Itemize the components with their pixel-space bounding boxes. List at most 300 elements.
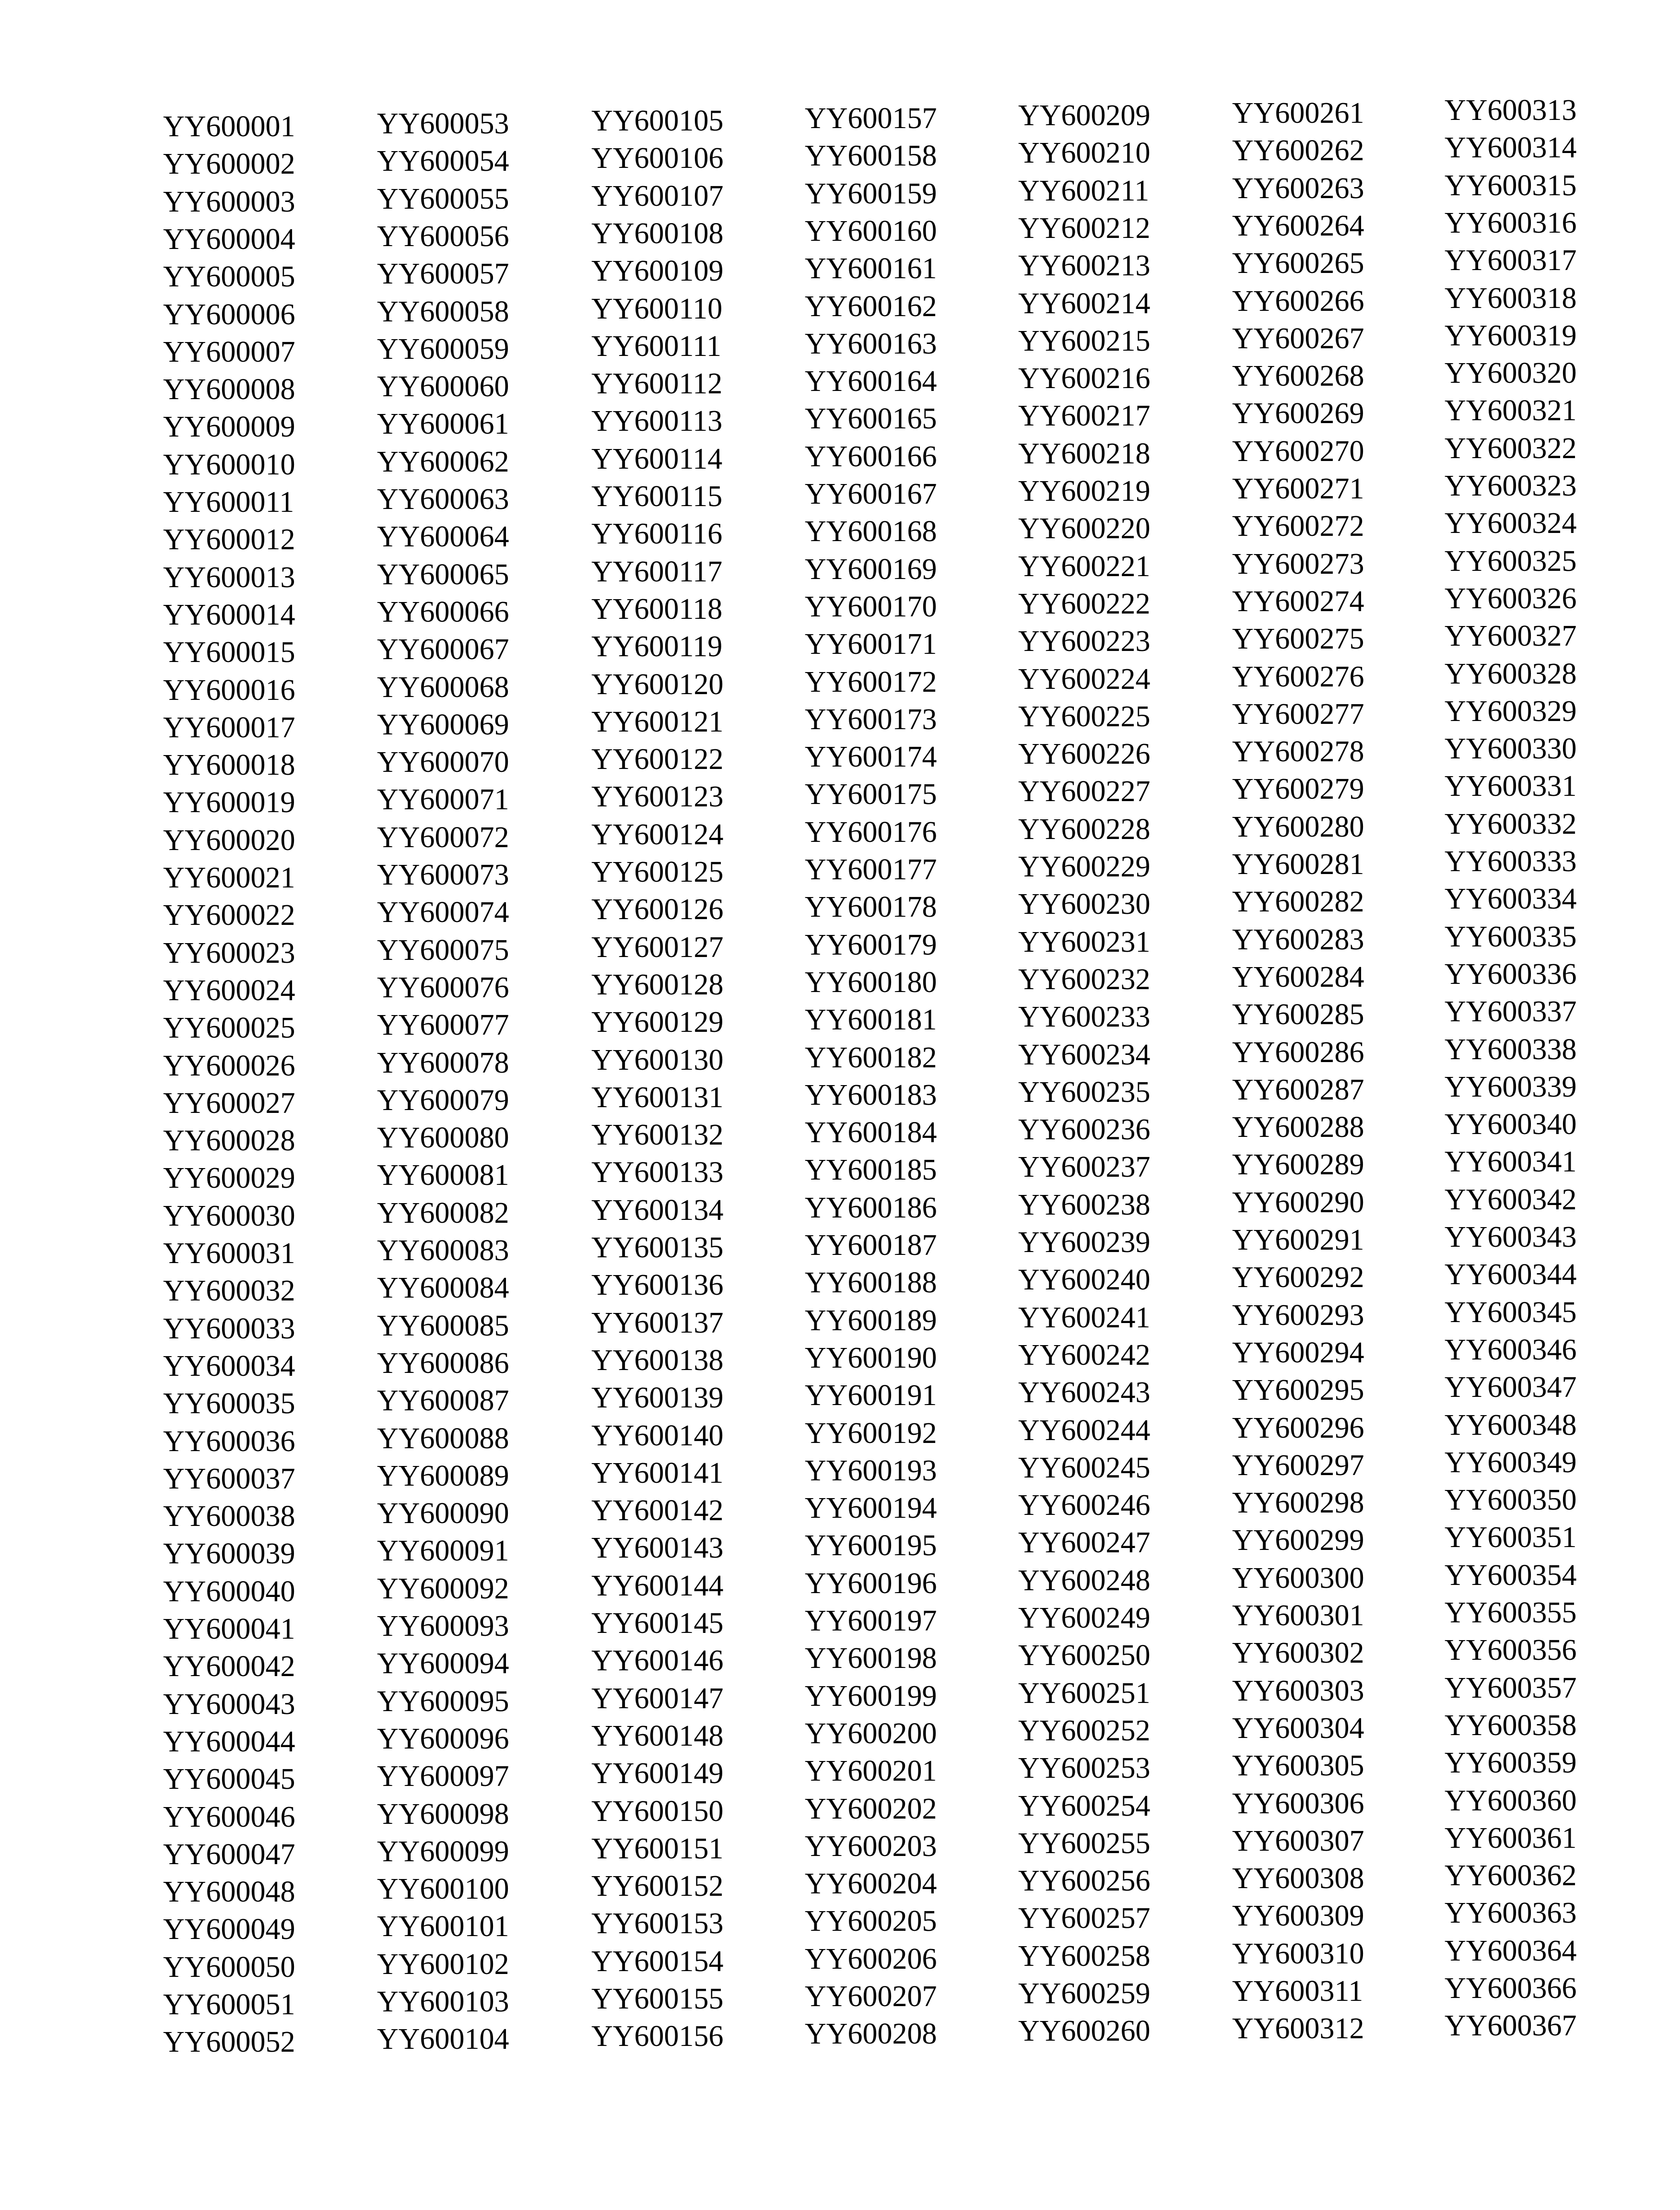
id-entry: YY600328 xyxy=(1445,658,1577,690)
id-entry: YY600155 xyxy=(591,1983,724,2015)
id-entry: YY600189 xyxy=(805,1304,937,1337)
id-entry: YY600101 xyxy=(377,1910,509,1943)
id-entry: YY600113 xyxy=(591,405,723,437)
id-entry: YY600170 xyxy=(805,591,937,623)
id-entry: YY600260 xyxy=(1018,2015,1151,2047)
id-entry: YY600154 xyxy=(591,1945,724,1978)
id-entry: YY600223 xyxy=(1018,625,1151,658)
id-entry: YY600213 xyxy=(1018,249,1151,282)
id-entry: YY600006 xyxy=(163,298,295,331)
id-entry: YY600179 xyxy=(805,929,937,961)
id-entry: YY600056 xyxy=(377,220,509,253)
id-entry: YY600146 xyxy=(591,1644,724,1677)
id-entry: YY600238 xyxy=(1018,1189,1151,1221)
id-entry: YY600031 xyxy=(163,1237,295,1270)
id-entry: YY600100 xyxy=(377,1873,509,1905)
id-entry: YY600127 xyxy=(591,931,724,964)
id-entry: YY600051 xyxy=(163,1988,295,2021)
id-entry: YY600263 xyxy=(1232,172,1364,205)
id-entry: YY600241 xyxy=(1018,1301,1151,1334)
id-entry: YY600145 xyxy=(591,1607,724,1640)
id-entry: YY600240 xyxy=(1018,1264,1151,1296)
id-entry: YY600027 xyxy=(163,1087,295,1120)
id-entry: YY600276 xyxy=(1232,661,1364,693)
id-entry: YY600080 xyxy=(377,1122,509,1154)
id-entry: YY600116 xyxy=(591,518,723,550)
id-entry: YY600153 xyxy=(591,1907,724,1940)
id-entry: YY600041 xyxy=(163,1613,295,1645)
id-entry: YY600229 xyxy=(1018,851,1151,883)
id-entry: YY600002 xyxy=(163,148,295,180)
id-entry: YY600219 xyxy=(1018,475,1151,508)
id-entry: YY600251 xyxy=(1018,1677,1151,1710)
id-entry: YY600234 xyxy=(1018,1039,1151,1071)
id-entry: YY600097 xyxy=(377,1760,509,1793)
id-entry: YY600269 xyxy=(1232,397,1364,430)
id-entry: YY600321 xyxy=(1445,394,1577,427)
id-entry: YY600004 xyxy=(163,223,295,256)
id-entry: YY600021 xyxy=(163,862,295,894)
id-entry: YY600111 xyxy=(591,330,721,363)
id-entry: YY600157 xyxy=(805,102,937,135)
id-entry: YY600261 xyxy=(1232,97,1364,130)
id-entry: YY600149 xyxy=(591,1757,724,1790)
id-entry: YY600256 xyxy=(1018,1865,1151,1897)
id-entry: YY600311 xyxy=(1232,1975,1363,2008)
id-entry: YY600105 xyxy=(591,105,724,137)
id-entry: YY600302 xyxy=(1232,1637,1364,1669)
id-entry: YY600143 xyxy=(591,1532,724,1564)
id-entry: YY600152 xyxy=(591,1870,724,1903)
id-entry: YY600044 xyxy=(163,1725,295,1758)
id-entry: YY600325 xyxy=(1445,545,1577,578)
id-entry: YY600249 xyxy=(1018,1602,1151,1634)
id-entry: YY600246 xyxy=(1018,1489,1151,1522)
id-entry: YY600073 xyxy=(377,859,509,891)
id-entry: YY600173 xyxy=(805,703,937,736)
id-entry: YY600138 xyxy=(591,1344,724,1377)
id-entry: YY600121 xyxy=(591,706,724,738)
id-entry: YY600141 xyxy=(591,1457,724,1489)
id-entry: YY600252 xyxy=(1018,1714,1151,1747)
id-entry: YY600011 xyxy=(163,486,294,519)
id-entry: YY600198 xyxy=(805,1642,937,1675)
id-entry: YY600367 xyxy=(1445,2009,1577,2042)
id-entry: YY600278 xyxy=(1232,735,1364,768)
id-entry: YY600221 xyxy=(1018,550,1151,583)
id-entry: YY600077 xyxy=(377,1009,509,1041)
id-entry: YY600255 xyxy=(1018,1827,1151,1860)
id-entry: YY600039 xyxy=(163,1537,295,1570)
id-entry: YY600355 xyxy=(1445,1596,1577,1629)
id-entry: YY600342 xyxy=(1445,1183,1577,1216)
id-entry: YY600103 xyxy=(377,1985,509,2018)
id-entry: YY600168 xyxy=(805,515,937,548)
id-entry: YY600174 xyxy=(805,741,937,773)
id-entry: YY600271 xyxy=(1232,473,1364,505)
id-entry: YY600055 xyxy=(377,183,509,215)
id-entry: YY600063 xyxy=(377,483,509,516)
id-entry: YY600009 xyxy=(163,411,295,443)
id-entry: YY600247 xyxy=(1018,1526,1151,1559)
id-entry: YY600037 xyxy=(163,1463,295,1495)
id-entry: YY600324 xyxy=(1445,507,1577,540)
id-entry: YY600188 xyxy=(805,1266,937,1299)
id-entry: YY600061 xyxy=(377,408,509,440)
id-entry: YY600259 xyxy=(1018,1977,1151,2010)
id-entry: YY600344 xyxy=(1445,1258,1577,1291)
id-entry: YY600267 xyxy=(1232,322,1364,355)
id-entry: YY600362 xyxy=(1445,1859,1577,1892)
id-entry: YY600029 xyxy=(163,1162,295,1194)
id-entry: YY600171 xyxy=(805,628,937,661)
id-entry: YY600202 xyxy=(805,1793,937,1825)
id-entry: YY600215 xyxy=(1018,325,1151,357)
id-entry: YY600190 xyxy=(805,1342,937,1374)
id-entry: YY600038 xyxy=(163,1500,295,1533)
id-entry: YY600001 xyxy=(163,110,295,143)
id-entry: YY600034 xyxy=(163,1350,295,1383)
id-entry: YY600197 xyxy=(805,1605,937,1637)
id-entry: YY600214 xyxy=(1018,287,1151,320)
id-entry: YY600066 xyxy=(377,596,509,628)
id-entry: YY600025 xyxy=(163,1012,295,1044)
id-entry: YY600088 xyxy=(377,1422,509,1455)
id-entry: YY600345 xyxy=(1445,1296,1577,1329)
id-entry: YY600228 xyxy=(1018,813,1151,846)
id-entry: YY600341 xyxy=(1445,1146,1577,1178)
id-entry: YY600264 xyxy=(1232,210,1364,242)
id-entry: YY600185 xyxy=(805,1154,937,1186)
id-entry: YY600346 xyxy=(1445,1334,1577,1366)
id-entry: YY600033 xyxy=(163,1312,295,1345)
id-entry: YY600023 xyxy=(163,937,295,969)
id-entry: YY600108 xyxy=(591,217,724,250)
id-entry: YY600230 xyxy=(1018,888,1151,921)
id-entry: YY600297 xyxy=(1232,1449,1364,1482)
id-entry: YY600098 xyxy=(377,1798,509,1831)
id-entry: YY600220 xyxy=(1018,512,1151,545)
id-entry: YY600266 xyxy=(1232,285,1364,318)
id-entry: YY600200 xyxy=(805,1717,937,1750)
id-entry: YY600084 xyxy=(377,1272,509,1304)
id-entry: YY600067 xyxy=(377,633,509,666)
id-entry: YY600089 xyxy=(377,1460,509,1492)
id-entry: YY600135 xyxy=(591,1231,724,1264)
id-entry: YY600043 xyxy=(163,1688,295,1721)
id-entry: YY600183 xyxy=(805,1079,937,1111)
id-entry: YY600087 xyxy=(377,1384,509,1417)
id-entry: YY600016 xyxy=(163,674,295,707)
id-entry: YY600299 xyxy=(1232,1524,1364,1557)
id-entry: YY600182 xyxy=(805,1041,937,1074)
id-entry: YY600293 xyxy=(1232,1299,1364,1332)
id-entry: YY600102 xyxy=(377,1948,509,1981)
id-entry: YY600064 xyxy=(377,520,509,553)
id-entry: YY600160 xyxy=(805,215,937,248)
id-entry: YY600129 xyxy=(591,1006,724,1039)
id-entry: YY600092 xyxy=(377,1572,509,1605)
id-entry: YY600119 xyxy=(591,630,723,663)
id-entry: YY600047 xyxy=(163,1838,295,1871)
id-entry: YY600074 xyxy=(377,896,509,929)
id-entry: YY600209 xyxy=(1018,99,1151,132)
id-entry: YY600058 xyxy=(377,295,509,328)
id-entry: YY600022 xyxy=(163,899,295,932)
id-entry: YY600026 xyxy=(163,1050,295,1082)
id-entry: YY600304 xyxy=(1232,1712,1364,1745)
id-entry: YY600296 xyxy=(1232,1412,1364,1444)
id-entry: YY600333 xyxy=(1445,845,1577,878)
id-entry: YY600126 xyxy=(591,893,724,926)
id-entry: YY600217 xyxy=(1018,400,1151,432)
id-entry: YY600265 xyxy=(1232,247,1364,280)
id-entry: YY600208 xyxy=(805,2018,937,2050)
id-entry: YY600175 xyxy=(805,778,937,811)
id-entry: YY600070 xyxy=(377,746,509,779)
id-entry: YY600237 xyxy=(1018,1151,1151,1183)
id-entry: YY600211 xyxy=(1018,175,1150,207)
id-entry: YY600069 xyxy=(377,709,509,741)
id-entry: YY600317 xyxy=(1445,244,1577,277)
id-entry: YY600050 xyxy=(163,1951,295,1984)
id-entry: YY600201 xyxy=(805,1755,937,1787)
id-entry: YY600292 xyxy=(1232,1261,1364,1294)
id-entry: YY600204 xyxy=(805,1867,937,1900)
id-entry: YY600162 xyxy=(805,290,937,323)
id-entry: YY600191 xyxy=(805,1379,937,1412)
id-entry: YY600178 xyxy=(805,891,937,923)
id-entry: YY600180 xyxy=(805,966,937,999)
id-entry: YY600275 xyxy=(1232,623,1364,655)
id-entry: YY600096 xyxy=(377,1723,509,1755)
id-entry: YY600110 xyxy=(591,293,723,325)
id-entry: YY600236 xyxy=(1018,1113,1151,1146)
id-entry: YY600318 xyxy=(1445,282,1577,315)
id-entry: YY600134 xyxy=(591,1194,724,1227)
id-entry: YY600131 xyxy=(591,1081,724,1114)
id-entry: YY600099 xyxy=(377,1835,509,1868)
id-entry: YY600193 xyxy=(805,1454,937,1487)
id-entry: YY600354 xyxy=(1445,1559,1577,1592)
id-entry: YY600136 xyxy=(591,1269,724,1301)
id-entry: YY600184 xyxy=(805,1116,937,1149)
id-entry: YY600071 xyxy=(377,783,509,816)
id-entry: YY600019 xyxy=(163,786,295,819)
id-entry: YY600310 xyxy=(1232,1938,1364,1970)
id-entry: YY600142 xyxy=(591,1494,724,1527)
id-entry: YY600280 xyxy=(1232,811,1364,843)
id-entry: YY600003 xyxy=(163,186,295,218)
id-entry: YY600282 xyxy=(1232,886,1364,918)
id-entry: YY600140 xyxy=(591,1419,724,1452)
id-entry: YY600356 xyxy=(1445,1634,1577,1666)
id-entry: YY600222 xyxy=(1018,588,1151,620)
id-entry: YY600207 xyxy=(805,1980,937,2013)
id-entry: YY600062 xyxy=(377,446,509,478)
id-entry: YY600060 xyxy=(377,370,509,403)
id-entry: YY600244 xyxy=(1018,1414,1151,1447)
id-entry: YY600054 xyxy=(377,145,509,177)
id-entry: YY600008 xyxy=(163,373,295,406)
id-entry: YY600036 xyxy=(163,1425,295,1458)
id-entry: YY600235 xyxy=(1018,1076,1151,1109)
id-entry: YY600284 xyxy=(1232,961,1364,993)
id-entry: YY600076 xyxy=(377,971,509,1004)
id-entry: YY600053 xyxy=(377,107,509,140)
id-entry: YY600024 xyxy=(163,974,295,1007)
id-entry: YY600288 xyxy=(1232,1111,1364,1144)
id-entry: YY600316 xyxy=(1445,207,1577,239)
id-entry: YY600272 xyxy=(1232,510,1364,543)
id-entry: YY600203 xyxy=(805,1830,937,1863)
id-entry: YY600120 xyxy=(591,668,724,701)
id-entry: YY600218 xyxy=(1018,437,1151,470)
id-entry: YY600366 xyxy=(1445,1972,1577,2005)
id-entry: YY600350 xyxy=(1445,1484,1577,1516)
id-entry: YY600216 xyxy=(1018,362,1151,395)
id-entry: YY600199 xyxy=(805,1680,937,1713)
id-entry: YY600245 xyxy=(1018,1452,1151,1484)
id-entry: YY600132 xyxy=(591,1119,724,1151)
id-entry: YY600212 xyxy=(1018,212,1151,245)
id-entry: YY600248 xyxy=(1018,1564,1151,1597)
id-entry: YY600294 xyxy=(1232,1336,1364,1369)
id-entry: YY600187 xyxy=(805,1229,937,1262)
id-entry: YY600285 xyxy=(1232,998,1364,1031)
id-entry: YY600334 xyxy=(1445,883,1577,915)
id-entry: YY600262 xyxy=(1232,134,1364,167)
id-entry: YY600075 xyxy=(377,934,509,967)
id-entry: YY600277 xyxy=(1232,698,1364,731)
id-entry: YY600095 xyxy=(377,1685,509,1718)
id-entry: YY600015 xyxy=(163,636,295,669)
id-entry: YY600347 xyxy=(1445,1371,1577,1404)
id-entry: YY600123 xyxy=(591,780,724,813)
id-entry: YY600030 xyxy=(163,1200,295,1232)
id-entry: YY600274 xyxy=(1232,585,1364,618)
id-entry: YY600072 xyxy=(377,821,509,854)
id-entry: YY600012 xyxy=(163,523,295,556)
id-entry: YY600139 xyxy=(591,1382,724,1414)
id-entry: YY600364 xyxy=(1445,1935,1577,1967)
id-entry: YY600232 xyxy=(1018,963,1151,996)
id-entry: YY600281 xyxy=(1232,848,1364,881)
id-entry: YY600109 xyxy=(591,255,724,287)
id-entry: YY600028 xyxy=(163,1124,295,1157)
id-entry: YY600007 xyxy=(163,336,295,368)
id-entry: YY600093 xyxy=(377,1610,509,1643)
id-entry: YY600254 xyxy=(1018,1790,1151,1822)
id-entry: YY600048 xyxy=(163,1876,295,1908)
id-entry: YY600273 xyxy=(1232,548,1364,580)
id-entry: YY600326 xyxy=(1445,582,1577,615)
id-entry: YY600144 xyxy=(591,1570,724,1602)
id-entry: YY600081 xyxy=(377,1159,509,1192)
id-entry: YY600349 xyxy=(1445,1446,1577,1479)
id-entry: YY600361 xyxy=(1445,1822,1577,1855)
id-entry: YY600290 xyxy=(1232,1186,1364,1219)
id-entry: YY600358 xyxy=(1445,1709,1577,1742)
id-entry: YY600163 xyxy=(805,328,937,360)
id-entry: YY600206 xyxy=(805,1943,937,1975)
id-entry: YY600013 xyxy=(163,561,295,594)
id-entry: YY600176 xyxy=(805,816,937,849)
id-entry: YY600313 xyxy=(1445,94,1577,127)
id-entry: YY600196 xyxy=(805,1567,937,1600)
id-entry: YY600165 xyxy=(805,402,937,435)
id-entry: YY600332 xyxy=(1445,808,1577,840)
id-entry: YY600040 xyxy=(163,1575,295,1608)
id-entry: YY600335 xyxy=(1445,921,1577,953)
id-entry: YY600224 xyxy=(1018,663,1151,696)
id-entry: YY600128 xyxy=(591,969,724,1001)
id-entry: YY600270 xyxy=(1232,435,1364,468)
id-entry: YY600315 xyxy=(1445,169,1577,202)
id-entry: YY600250 xyxy=(1018,1639,1151,1672)
id-entry: YY600161 xyxy=(805,252,937,285)
id-entry: YY600125 xyxy=(591,856,724,888)
id-entry: YY600020 xyxy=(163,824,295,857)
id-entry: YY600104 xyxy=(377,2023,509,2056)
id-entry: YY600243 xyxy=(1018,1376,1151,1409)
id-entry: YY600314 xyxy=(1445,131,1577,164)
id-entry: YY600330 xyxy=(1445,733,1577,765)
id-entry: YY600158 xyxy=(805,140,937,172)
id-entry: YY600147 xyxy=(591,1682,724,1715)
id-entry: YY600233 xyxy=(1018,1001,1151,1033)
id-entry: YY600130 xyxy=(591,1044,724,1076)
id-entry: YY600323 xyxy=(1445,470,1577,502)
id-entry: YY600205 xyxy=(805,1905,937,1938)
id-entry: YY600177 xyxy=(805,853,937,886)
id-entry: YY600010 xyxy=(163,449,295,481)
id-entry: YY600042 xyxy=(163,1650,295,1683)
id-entry: YY600359 xyxy=(1445,1747,1577,1779)
id-entry: YY600336 xyxy=(1445,958,1577,991)
id-entry: YY600343 xyxy=(1445,1221,1577,1253)
id-entry: YY600115 xyxy=(591,480,723,513)
id-entry: YY600363 xyxy=(1445,1897,1577,1929)
id-entry: YY600348 xyxy=(1445,1409,1577,1442)
id-entry: YY600052 xyxy=(163,2026,295,2058)
id-entry: YY600331 xyxy=(1445,770,1577,803)
id-entry: YY600351 xyxy=(1445,1521,1577,1554)
id-entry: YY600166 xyxy=(805,440,937,473)
id-entry: YY600340 xyxy=(1445,1108,1577,1141)
id-entry: YY600091 xyxy=(377,1535,509,1567)
id-entry: YY600239 xyxy=(1018,1226,1151,1259)
id-entry: YY600086 xyxy=(377,1347,509,1380)
id-entry: YY600226 xyxy=(1018,738,1151,770)
id-entry: YY600094 xyxy=(377,1647,509,1680)
id-entry: YY600231 xyxy=(1018,926,1151,958)
id-entry: YY600258 xyxy=(1018,1940,1151,1973)
id-entry: YY600339 xyxy=(1445,1071,1577,1103)
id-entry: YY600049 xyxy=(163,1913,295,1946)
id-entry: YY600181 xyxy=(805,1004,937,1036)
id-entry: YY600295 xyxy=(1232,1374,1364,1406)
id-entry: YY600298 xyxy=(1232,1487,1364,1519)
id-entry: YY600156 xyxy=(591,2020,724,2053)
id-entry: YY600192 xyxy=(805,1417,937,1450)
id-entry: YY600319 xyxy=(1445,319,1577,352)
id-entry: YY600337 xyxy=(1445,995,1577,1028)
id-entry: YY600082 xyxy=(377,1197,509,1229)
id-entry: YY600289 xyxy=(1232,1148,1364,1181)
id-entry: YY600329 xyxy=(1445,695,1577,728)
id-entry: YY600287 xyxy=(1232,1074,1364,1106)
